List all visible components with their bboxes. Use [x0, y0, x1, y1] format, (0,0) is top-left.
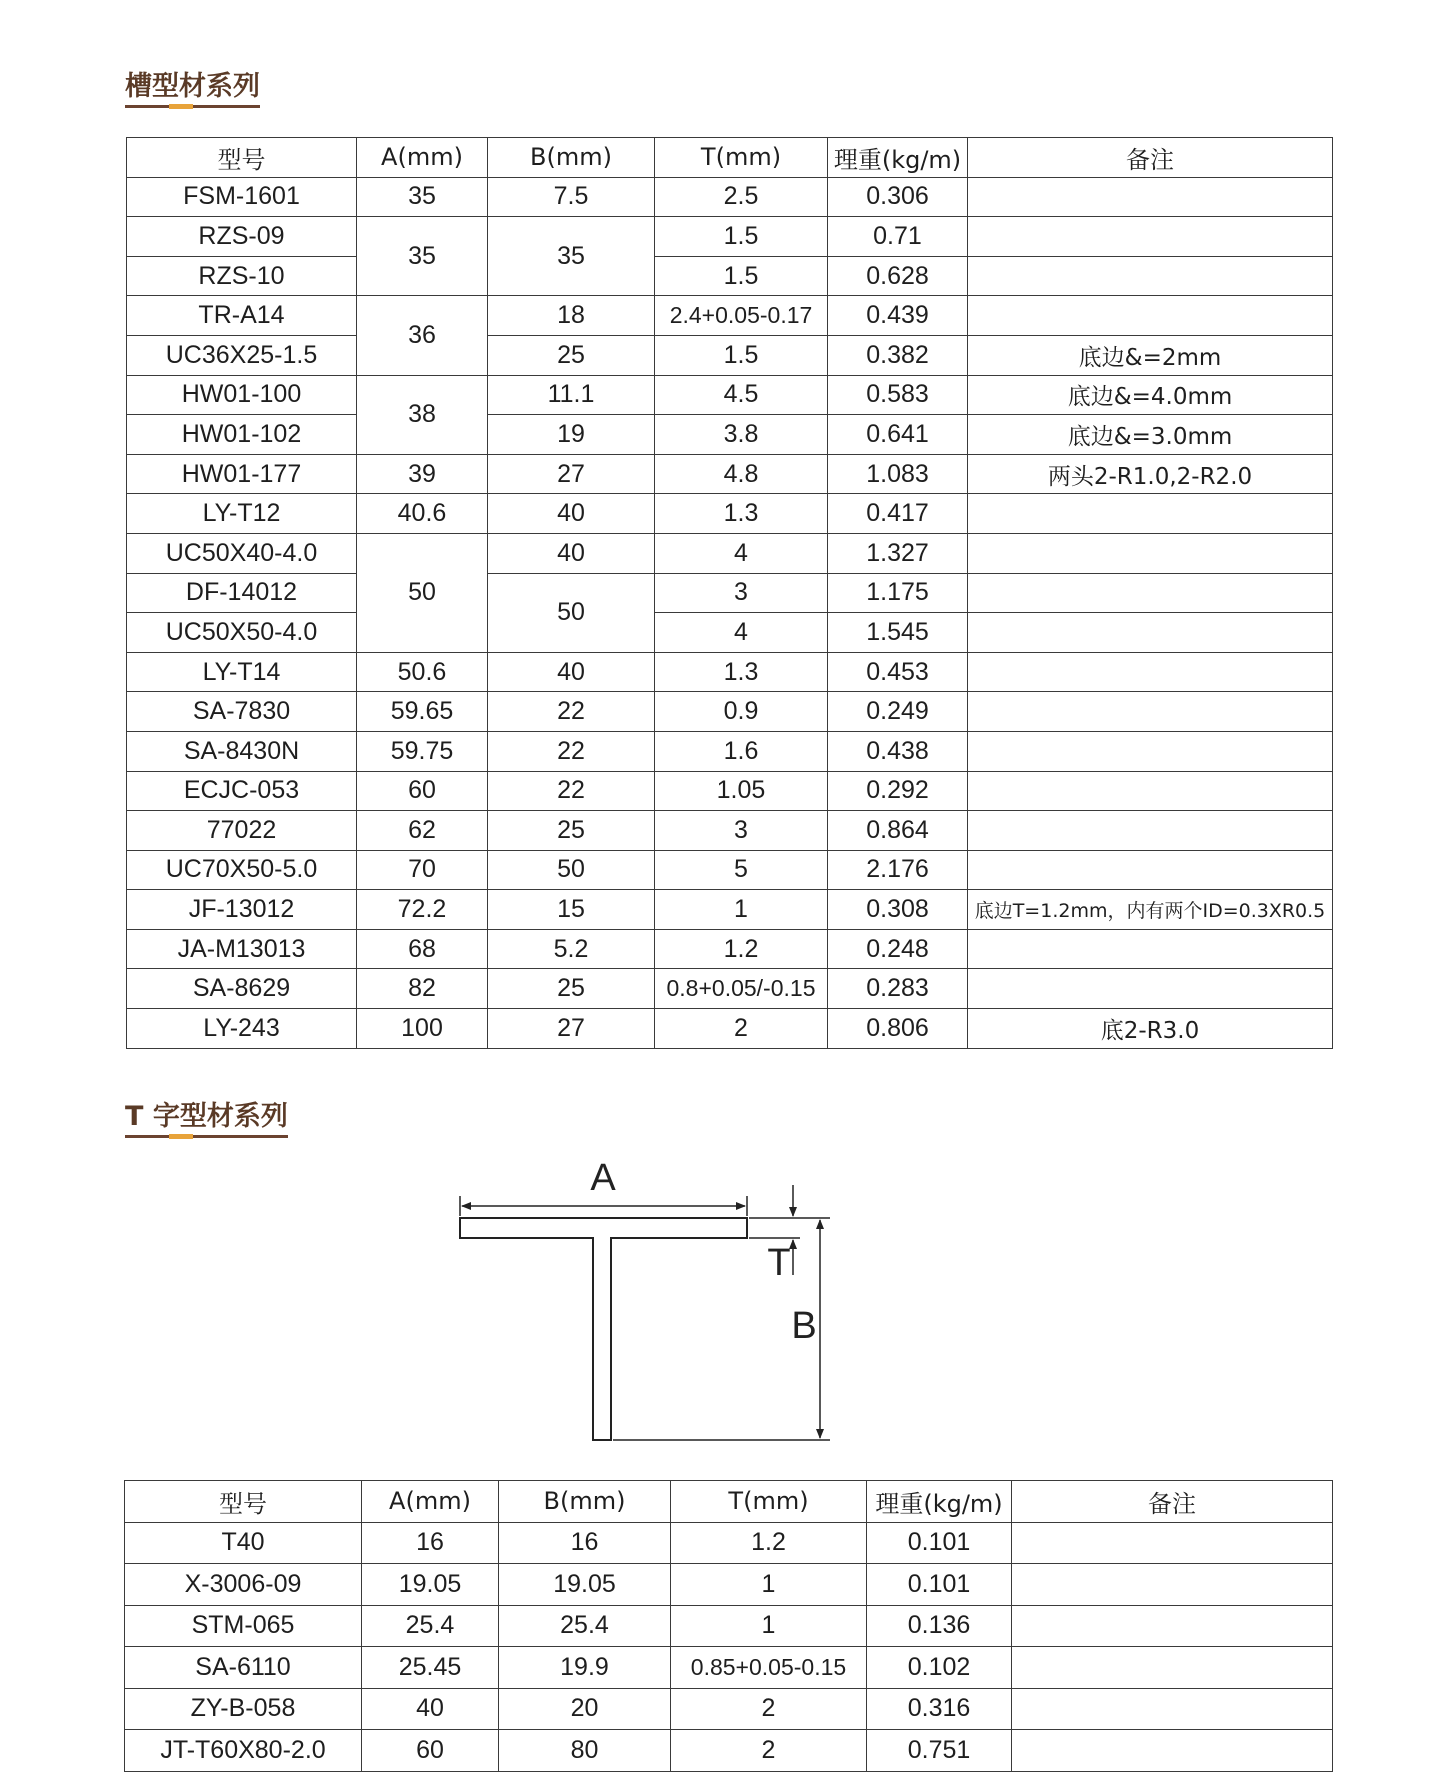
cell-t: 0.8+0.05/-0.15 — [655, 969, 828, 1009]
cell-b: 7.5 — [488, 177, 655, 217]
table-row — [127, 335, 1333, 375]
cell-note — [968, 533, 1333, 573]
cell-model: UC50X50-4.0 — [127, 613, 357, 653]
cell-model: SA-7830 — [127, 692, 357, 732]
table-row — [127, 811, 1333, 851]
title-accent — [169, 104, 193, 109]
cell-model: JT-T60X80-2.0 — [125, 1730, 362, 1772]
cell-b: 22 — [488, 731, 655, 771]
cell-a: 40.6 — [357, 494, 488, 534]
cell-note — [968, 969, 1333, 1009]
cell-a: 50 — [357, 533, 488, 652]
table-row — [127, 692, 1333, 732]
cell-weight: 1.545 — [828, 613, 968, 653]
cell-note — [968, 811, 1333, 851]
cell-model: T40 — [125, 1522, 362, 1564]
cell-t: 3 — [655, 811, 828, 851]
cell-weight: 0.438 — [828, 731, 968, 771]
cell-a: 39 — [357, 454, 488, 494]
cell-note: 底边&=4.0mm — [968, 375, 1333, 415]
cell-b: 11.1 — [488, 375, 655, 415]
cell-b: 18 — [488, 296, 655, 336]
cell-weight: 0.628 — [828, 256, 968, 296]
cell-weight: 0.308 — [828, 890, 968, 930]
cell-model: 77022 — [127, 811, 357, 851]
cell-b: 20 — [499, 1688, 671, 1730]
cell-t: 1.5 — [655, 335, 828, 375]
cell-note — [968, 771, 1333, 811]
table-row — [127, 177, 1333, 217]
cell-weight: 0.249 — [828, 692, 968, 732]
table-header-row — [127, 138, 1333, 178]
header-model: 型号 — [125, 1481, 362, 1523]
cell-note — [968, 613, 1333, 653]
cell-note — [1012, 1605, 1333, 1647]
cell-note — [968, 929, 1333, 969]
cell-model: HW01-177 — [127, 454, 357, 494]
cell-b: 25 — [488, 335, 655, 375]
header-b: B(mm) — [488, 138, 655, 178]
cell-b: 25.4 — [499, 1605, 671, 1647]
cell-t: 1 — [671, 1564, 867, 1606]
cell-t: 1.2 — [671, 1522, 867, 1564]
cell-b: 19.05 — [499, 1564, 671, 1606]
table-row — [127, 850, 1333, 890]
cell-weight: 0.316 — [867, 1688, 1012, 1730]
cell-weight: 0.382 — [828, 335, 968, 375]
cell-b: 19.9 — [499, 1647, 671, 1689]
cell-t: 1.6 — [655, 731, 828, 771]
cell-note — [1012, 1688, 1333, 1730]
cell-t: 2.4+0.05-0.17 — [655, 296, 828, 336]
cell-weight: 0.101 — [867, 1564, 1012, 1606]
cell-note: 底边&=2mm — [968, 335, 1333, 375]
table-row — [127, 533, 1333, 573]
cell-note: 两头2-R1.0,2-R2.0 — [968, 454, 1333, 494]
cell-t: 1.3 — [655, 494, 828, 534]
cell-t: 2 — [655, 1009, 828, 1049]
cell-note — [1012, 1564, 1333, 1606]
table-row — [127, 890, 1333, 930]
cell-model: LY-T14 — [127, 652, 357, 692]
header-model: 型号 — [127, 138, 357, 178]
cell-note — [968, 652, 1333, 692]
cell-weight: 0.306 — [828, 177, 968, 217]
cell-weight: 0.453 — [828, 652, 968, 692]
cell-model: TR-A14 — [127, 296, 357, 336]
cell-model: SA-8430N — [127, 731, 357, 771]
cell-note — [1012, 1647, 1333, 1689]
table-row — [127, 652, 1333, 692]
cell-b: 35 — [488, 217, 655, 296]
cell-b: 50 — [488, 573, 655, 652]
section-title-channel: 槽型材系列 — [125, 70, 260, 108]
cell-model: LY-T12 — [127, 494, 357, 534]
cell-note: 底2-R3.0 — [968, 1009, 1333, 1049]
cell-a: 82 — [357, 969, 488, 1009]
cell-a: 16 — [362, 1522, 499, 1564]
cell-t: 2 — [671, 1730, 867, 1772]
cell-t: 4.8 — [655, 454, 828, 494]
cell-b: 27 — [488, 1009, 655, 1049]
header-note: 备注 — [968, 138, 1333, 178]
table-row — [125, 1522, 1333, 1564]
cell-t: 1.05 — [655, 771, 828, 811]
cell-model: RZS-10 — [127, 256, 357, 296]
cell-a: 60 — [362, 1730, 499, 1772]
cell-a: 62 — [357, 811, 488, 851]
table-row — [125, 1605, 1333, 1647]
cell-b: 50 — [488, 850, 655, 890]
cell-weight: 0.641 — [828, 415, 968, 455]
header-b: B(mm) — [499, 1481, 671, 1523]
table-row — [127, 494, 1333, 534]
cell-weight: 0.583 — [828, 375, 968, 415]
cell-model: X-3006-09 — [125, 1564, 362, 1606]
cell-note — [968, 731, 1333, 771]
cell-a: 50.6 — [357, 652, 488, 692]
cell-model: UC50X40-4.0 — [127, 533, 357, 573]
cell-a: 25.45 — [362, 1647, 499, 1689]
cell-b: 80 — [499, 1730, 671, 1772]
table-row — [125, 1730, 1333, 1772]
table-row — [127, 415, 1333, 455]
cell-note — [968, 296, 1333, 336]
cell-a: 25.4 — [362, 1605, 499, 1647]
cell-model: FSM-1601 — [127, 177, 357, 217]
cell-model: RZS-09 — [127, 217, 357, 257]
section-title-t-profile: T 字型材系列 — [125, 1100, 288, 1138]
cell-model: ZY-B-058 — [125, 1688, 362, 1730]
cell-weight: 2.176 — [828, 850, 968, 890]
table-row — [127, 731, 1333, 771]
channel-profile-table — [126, 137, 1333, 1049]
header-weight: 理重(kg/m) — [828, 138, 968, 178]
cell-model: UC36X25-1.5 — [127, 335, 357, 375]
cell-weight: 1.083 — [828, 454, 968, 494]
cell-a: 72.2 — [357, 890, 488, 930]
table-row — [127, 929, 1333, 969]
cell-b: 25 — [488, 811, 655, 851]
cell-t: 3 — [655, 573, 828, 613]
cell-note — [1012, 1522, 1333, 1564]
cell-b: 40 — [488, 494, 655, 534]
cell-note — [968, 850, 1333, 890]
cell-model: ECJC-053 — [127, 771, 357, 811]
cell-model: HW01-102 — [127, 415, 357, 455]
table-row — [127, 573, 1333, 613]
cell-note — [968, 177, 1333, 217]
table-row — [127, 217, 1333, 257]
label-b: B — [791, 1305, 817, 1347]
cell-b: 16 — [499, 1522, 671, 1564]
cell-model: JF-13012 — [127, 890, 357, 930]
cell-b: 22 — [488, 771, 655, 811]
cell-note — [968, 256, 1333, 296]
table-row — [125, 1688, 1333, 1730]
cell-b: 40 — [488, 533, 655, 573]
cell-b: 27 — [488, 454, 655, 494]
cell-t: 4.5 — [655, 375, 828, 415]
cell-model: JA-M13013 — [127, 929, 357, 969]
cell-note — [968, 573, 1333, 613]
cell-b: 15 — [488, 890, 655, 930]
header-t: T(mm) — [671, 1481, 867, 1523]
cell-model: STM-065 — [125, 1605, 362, 1647]
t-profile-outline — [460, 1218, 747, 1440]
cell-b: 22 — [488, 692, 655, 732]
cell-note: 底边&=3.0mm — [968, 415, 1333, 455]
cell-a: 59.75 — [357, 731, 488, 771]
cell-t: 1.5 — [655, 256, 828, 296]
table-row — [127, 969, 1333, 1009]
cell-a: 60 — [357, 771, 488, 811]
table-row — [127, 256, 1333, 296]
cell-b: 40 — [488, 652, 655, 692]
t-profile-diagram — [440, 1140, 860, 1470]
cell-model: DF-14012 — [127, 573, 357, 613]
cell-weight: 0.864 — [828, 811, 968, 851]
title-accent — [169, 1134, 193, 1139]
cell-note — [1012, 1730, 1333, 1772]
cell-a: 19.05 — [362, 1564, 499, 1606]
cell-a: 100 — [357, 1009, 488, 1049]
table-row — [127, 296, 1333, 336]
cell-weight: 0.292 — [828, 771, 968, 811]
cell-weight: 1.327 — [828, 533, 968, 573]
cell-t: 1.2 — [655, 929, 828, 969]
cell-t: 5 — [655, 850, 828, 890]
cell-t: 4 — [655, 533, 828, 573]
cell-model: UC70X50-5.0 — [127, 850, 357, 890]
cell-note — [968, 494, 1333, 534]
cell-weight: 0.806 — [828, 1009, 968, 1049]
label-a: A — [590, 1157, 616, 1199]
header-note: 备注 — [1012, 1481, 1333, 1523]
cell-b: 25 — [488, 969, 655, 1009]
cell-t: 2.5 — [655, 177, 828, 217]
t-profile-table — [124, 1480, 1333, 1772]
cell-t: 1 — [671, 1605, 867, 1647]
table-row — [127, 771, 1333, 811]
cell-t: 2 — [671, 1688, 867, 1730]
cell-model: SA-8629 — [127, 969, 357, 1009]
cell-t: 0.9 — [655, 692, 828, 732]
table-row — [127, 613, 1333, 653]
cell-t: 1.5 — [655, 217, 828, 257]
cell-a: 36 — [357, 296, 488, 375]
table-row — [127, 1009, 1333, 1049]
cell-note — [968, 217, 1333, 257]
cell-t: 3.8 — [655, 415, 828, 455]
cell-a: 38 — [357, 375, 488, 454]
cell-weight: 0.101 — [867, 1522, 1012, 1564]
cell-weight: 0.248 — [828, 929, 968, 969]
title-underline — [125, 1135, 288, 1138]
cell-a: 40 — [362, 1688, 499, 1730]
header-a: A(mm) — [362, 1481, 499, 1523]
cell-weight: 0.102 — [867, 1647, 1012, 1689]
cell-a: 35 — [357, 217, 488, 296]
cell-weight: 0.439 — [828, 296, 968, 336]
cell-model: LY-243 — [127, 1009, 357, 1049]
cell-a: 70 — [357, 850, 488, 890]
table-row — [125, 1564, 1333, 1606]
table-row — [125, 1647, 1333, 1689]
table-row — [127, 375, 1333, 415]
cell-weight: 0.283 — [828, 969, 968, 1009]
cell-weight: 0.136 — [867, 1605, 1012, 1647]
cell-b: 19 — [488, 415, 655, 455]
header-t: T(mm) — [655, 138, 828, 178]
cell-t: 1.3 — [655, 652, 828, 692]
cell-t: 1 — [655, 890, 828, 930]
cell-note: 底边T=1.2mm，内有两个ID=0.3XR0.5 — [968, 890, 1333, 930]
cell-weight: 0.751 — [867, 1730, 1012, 1772]
cell-model: SA-6110 — [125, 1647, 362, 1689]
cell-a: 35 — [357, 177, 488, 217]
cell-weight: 0.71 — [828, 217, 968, 257]
header-a: A(mm) — [357, 138, 488, 178]
cell-t: 0.85+0.05-0.15 — [671, 1647, 867, 1689]
cell-a: 59.65 — [357, 692, 488, 732]
label-t: T — [767, 1242, 791, 1284]
cell-b: 5.2 — [488, 929, 655, 969]
cell-t: 4 — [655, 613, 828, 653]
table-header-row — [125, 1481, 1333, 1523]
cell-model: HW01-100 — [127, 375, 357, 415]
cell-a: 68 — [357, 929, 488, 969]
cell-note — [968, 692, 1333, 732]
table-row — [127, 454, 1333, 494]
header-weight: 理重(kg/m) — [867, 1481, 1012, 1523]
cell-weight: 0.417 — [828, 494, 968, 534]
cell-weight: 1.175 — [828, 573, 968, 613]
